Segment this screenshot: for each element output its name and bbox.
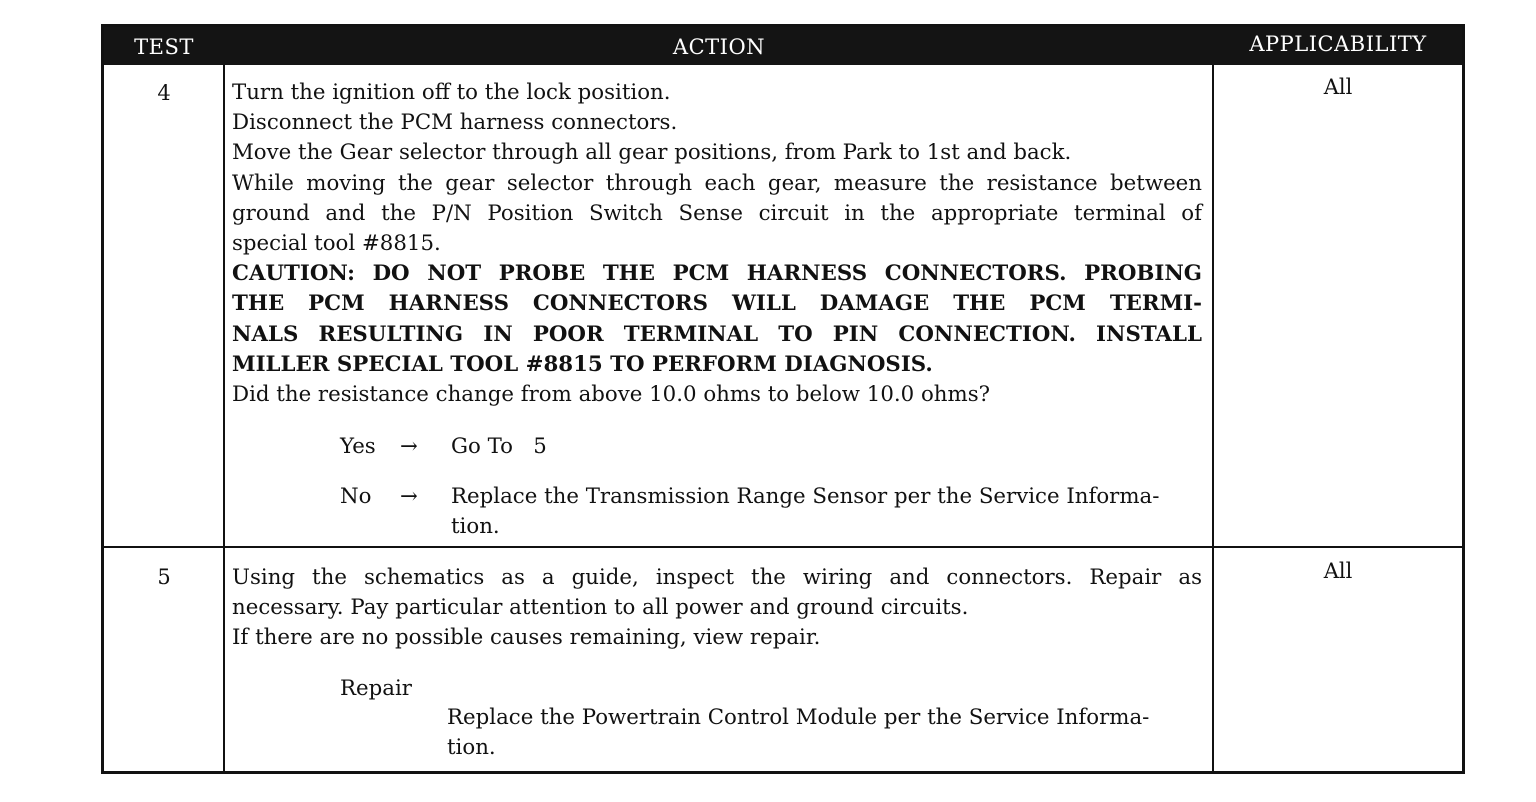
row-5-test-number: 5: [157, 565, 171, 589]
outcome-no-text-line: tion.: [451, 514, 500, 539]
repair-label-row: [340, 674, 1210, 704]
action-line: Turn the ignition off to the lock position.: [232, 80, 671, 105]
action-line: Disconnect the PCM harness connectors.: [232, 110, 678, 136]
caution-line: CAUTION: DO NOT PROBE THE PCM HARNESS CONNECTORS. PROBING: [232, 261, 1202, 287]
question-line: Did the resistance change from above 10.0 ohms to below 10.0 ohms?: [232, 382, 991, 408]
caution-line: NALS RESULTING IN POOR TERMINAL TO PIN CONNECTION. INSTALL: [232, 321, 1202, 347]
action-line: While moving the gear selector through each gear, measure the resistance between: [232, 170, 1202, 196]
outcome-no-label: No: [340, 484, 372, 509]
row-5-applicability: All: [1323, 559, 1353, 583]
header-applicability: APPLICABILITY: [1249, 32, 1427, 56]
arrow-right-icon: →: [400, 434, 418, 459]
outcome-yes: [340, 432, 1210, 464]
header-test: TEST: [134, 35, 194, 59]
outcome-no: [340, 482, 1210, 544]
action-line: special tool #8815.: [232, 231, 441, 257]
table-header: [104, 27, 1462, 65]
column-divider-test: [223, 65, 225, 774]
row-5-action: [232, 563, 1202, 654]
row-4-test-number: 4: [157, 81, 171, 105]
action-line: necessary. Pay particular attention to all power and ground circuits.: [232, 595, 969, 621]
repair-text-line: Replace the Powertrain Control Module per the Service Informa-: [447, 705, 1150, 730]
outcome-yes-label: Yes: [340, 434, 376, 459]
action-line: Using the schematics as a guide, inspect the wiring and connectors. Repair as: [232, 565, 1202, 590]
diagnostic-table: [101, 24, 1465, 774]
arrow-right-icon: →: [400, 484, 418, 509]
action-line: ground and the P/N Position Switch Sense circuit in the appropriate terminal of: [232, 200, 1202, 226]
row-divider: [104, 546, 1462, 548]
outcome-yes-text: Go To 5: [451, 434, 547, 459]
action-line: Move the Gear selector through all gear positions, from Park to 1st and back.: [232, 140, 1072, 166]
column-divider-applicability: [1212, 65, 1214, 774]
repair-label: Repair: [340, 676, 412, 701]
header-action: ACTION: [672, 35, 766, 59]
caution-line: MILLER SPECIAL TOOL #8815 TO PERFORM DIAGNOSIS.: [232, 351, 933, 377]
action-line: If there are no possible causes remaining, view repair.: [232, 625, 821, 651]
caution-line: THE PCM HARNESS CONNECTORS WILL DAMAGE THE PCM TERMI-: [232, 291, 1202, 317]
caution-block: [232, 259, 1202, 380]
row-4-action: [232, 78, 1202, 410]
outcome-no-text-line: Replace the Transmission Range Sensor per the Service Informa-: [451, 484, 1160, 509]
repair-text: [447, 703, 1207, 765]
row-4-applicability: All: [1323, 75, 1353, 99]
repair-text-line: tion.: [447, 735, 496, 760]
